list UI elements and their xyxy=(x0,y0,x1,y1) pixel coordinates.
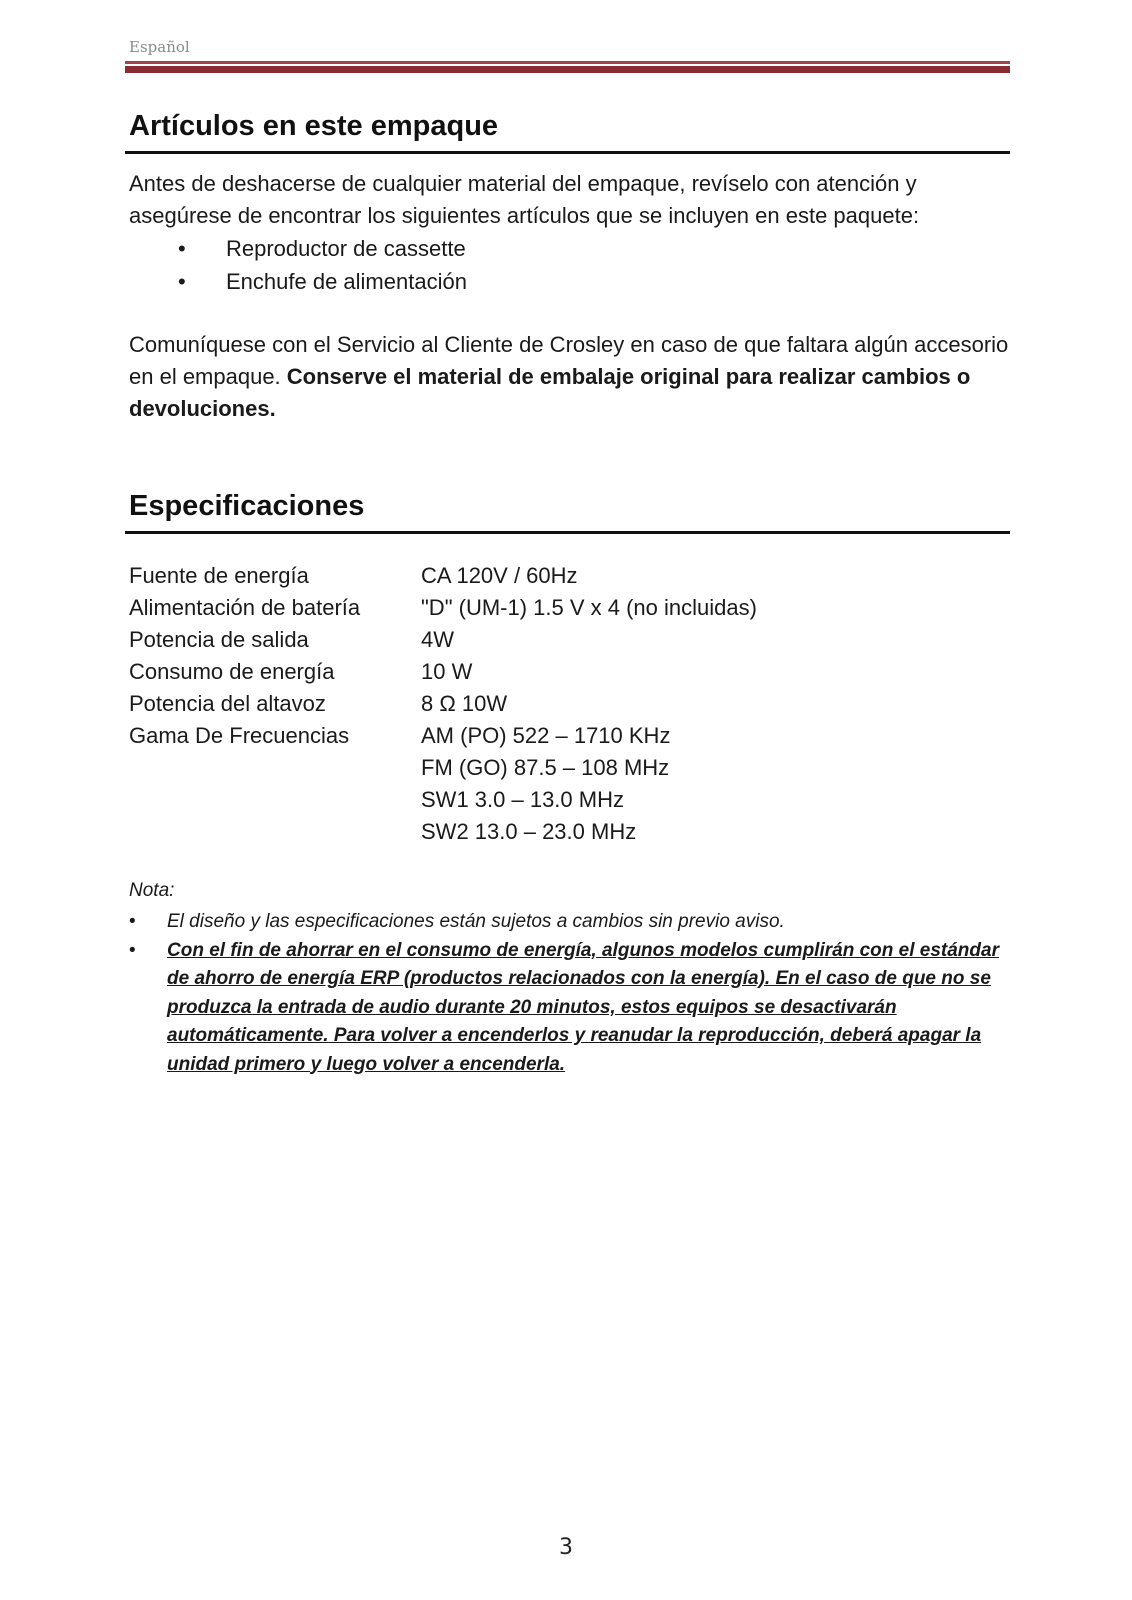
spec-label: Consumo de energía xyxy=(129,659,335,684)
list-item-text: Enchufe de alimentación xyxy=(226,269,467,294)
section-title-contents: Artículos en este empaque xyxy=(129,110,499,142)
list-item xyxy=(129,265,467,298)
spec-label: Potencia del altavoz xyxy=(129,691,326,716)
spec-value: 10 W xyxy=(421,659,473,684)
bullet-icon: • xyxy=(178,236,186,261)
spec-row xyxy=(129,592,1001,624)
page-header-language: Español xyxy=(129,38,190,56)
contents-item-list xyxy=(129,232,467,298)
list-item xyxy=(129,232,467,265)
spec-row xyxy=(129,656,1001,688)
spec-value: SW2 13.0 – 23.0 MHz xyxy=(421,819,637,844)
spec-row xyxy=(129,688,1001,720)
spec-value: 4W xyxy=(421,627,454,652)
spec-label: Gama De Frecuencias xyxy=(129,723,350,748)
spec-label: Fuente de energía xyxy=(129,563,309,588)
note-item-text: El diseño y las especificaciones están sujetos a cambios sin previo aviso. xyxy=(167,911,785,932)
spec-row xyxy=(129,816,1001,848)
header-bar-thin-line xyxy=(125,61,1010,64)
spec-label: Potencia de salida xyxy=(129,627,309,652)
spec-value: SW1 3.0 – 13.0 MHz xyxy=(421,787,624,812)
spec-row xyxy=(129,784,1001,816)
section-rule-specs xyxy=(125,531,1010,534)
section-title-specs: Especificaciones xyxy=(129,490,365,522)
section-rule-contents xyxy=(125,151,1010,154)
spec-label xyxy=(129,816,421,848)
contents-contact-paragraph xyxy=(129,329,1009,425)
note-list xyxy=(129,908,1014,1079)
list-item-text: Reproductor de cassette xyxy=(226,236,466,261)
note-title: Nota: xyxy=(129,880,175,901)
spec-table xyxy=(129,560,1001,848)
contents-intro-paragraph: Antes de deshacerse de cualquier material del empaque, revíselo con atención y asegúrese de encontrar los siguientes artículos que se incluyen en este paquete: xyxy=(129,171,920,228)
spec-value: AM (PO) 522 – 1710 KHz xyxy=(421,723,671,748)
spec-row xyxy=(129,560,1001,592)
note-item xyxy=(129,937,1014,1080)
header-decorative-bar xyxy=(125,61,1010,74)
page-number: 3 xyxy=(559,1535,573,1560)
bullet-icon: • xyxy=(178,269,186,294)
spec-label xyxy=(129,784,421,816)
spec-value: 8 Ω 10W xyxy=(421,691,508,716)
header-bar-thick-line xyxy=(125,66,1010,73)
spec-value: CA 120V / 60Hz xyxy=(421,563,578,588)
bullet-icon: • xyxy=(129,939,136,961)
spec-row xyxy=(129,624,1001,656)
contact-bold-text: Conserve el material de embalaje original para realizar cambios o devoluciones. xyxy=(129,364,971,421)
spec-value: FM (GO) 87.5 – 108 MHz xyxy=(421,755,670,780)
note-item-text-emphasized: Con el fin de ahorrar en el consumo de energía, algunos modelos cumplirán con el estándar de ahorro de energía ERP (productos relacionados con la energía). En el caso de que no se produzca la entrada de audio durante 20 minutos, estos equipos se desactivarán automáticamente. Para volver a encenderlos y reanudar la reproducción, deberá apagar la unidad primero y luego volver a encenderla. xyxy=(167,939,999,1075)
contact-text: Comuníquese con el Servicio al Cliente de Crosley en caso de que faltara algún accesorio en el empaque. xyxy=(129,332,1009,389)
bullet-icon: • xyxy=(129,911,136,932)
spec-label xyxy=(129,752,421,784)
spec-value: "D" (UM-1) 1.5 V x 4 (no incluidas) xyxy=(421,595,757,620)
spec-row xyxy=(129,720,1001,752)
spec-row xyxy=(129,752,1001,784)
spec-label: Alimentación de batería xyxy=(129,595,361,620)
note-item xyxy=(129,908,1014,937)
